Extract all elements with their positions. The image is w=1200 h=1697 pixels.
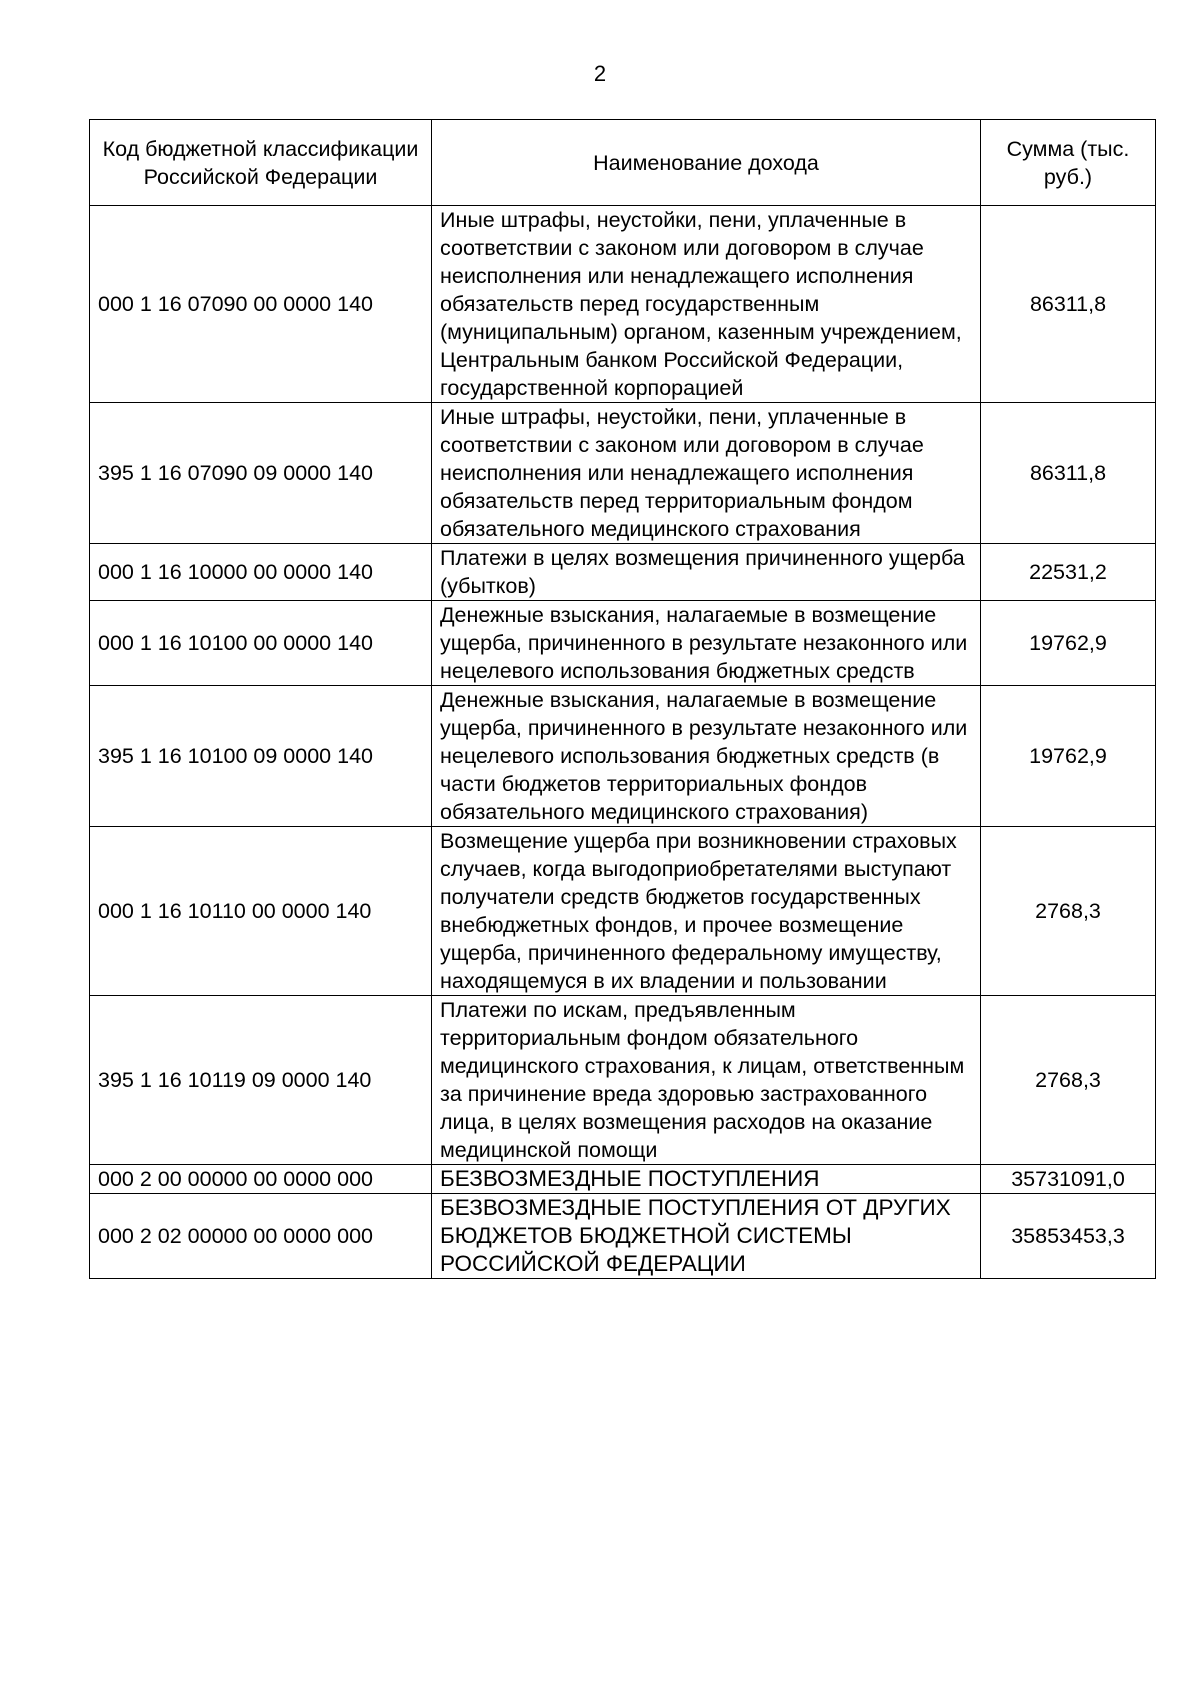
cell-name: Иные штрафы, неустойки, пени, уплаченные в соответствии с законом или договором в случае неисполнения или ненадлежащего исполнения обязательств перед территориальным фондом обязательного медицинского страхования [432,403,981,544]
table-header-row [90,120,1156,206]
cell-code: 395 1 16 07090 09 0000 140 [90,403,432,544]
cell-code: 000 1 16 10110 00 0000 140 [90,827,432,996]
table-row [90,601,1156,686]
table-row [90,827,1156,996]
cell-name: Иные штрафы, неустойки, пени, уплаченные в соответствии с законом или договором в случае неисполнения или ненадлежащего исполнения обязательств перед государственным (муниципальным) органом, казенным учреждением, Центральным банком Российской Федерации, государственной корпорацией [432,206,981,403]
cell-sum: 86311,8 [981,206,1156,403]
column-header-code: Код бюджетной классификации Российской Федерации [90,120,432,206]
cell-sum: 2768,3 [981,996,1156,1165]
table-row [90,1165,1156,1194]
column-header-sum: Сумма (тыс. руб.) [981,120,1156,206]
cell-code: 000 2 00 00000 00 0000 000 [90,1165,432,1194]
cell-name: Денежные взыскания, налагаемые в возмещение ущерба, причиненного в результате незаконного или нецелевого использования бюджетных средств [432,601,981,686]
cell-code: 000 1 16 10000 00 0000 140 [90,544,432,601]
cell-name: Платежи в целях возмещения причиненного ущерба (убытков) [432,544,981,601]
table-row [90,206,1156,403]
column-header-name: Наименование дохода [432,120,981,206]
page-number: 2 [593,61,607,86]
table-row [90,1194,1156,1279]
table-row [90,996,1156,1165]
table-row [90,686,1156,827]
cell-name: БЕЗВОЗМЕЗДНЫЕ ПОСТУПЛЕНИЯ ОТ ДРУГИХ БЮДЖЕТОВ БЮДЖЕТНОЙ СИСТЕМЫ РОССИЙСКОЙ ФЕДЕРАЦИИ [432,1194,981,1279]
cell-sum: 86311,8 [981,403,1156,544]
cell-code: 395 1 16 10119 09 0000 140 [90,996,432,1165]
cell-name: Возмещение ущерба при возникновении страховых случаев, когда выгодоприобретателями выступают получатели средств бюджетов государственных внебюджетных фондов, и прочее возмещение ущерба, причиненного федеральному имуществу, находящемуся в их владении и пользовании [432,827,981,996]
table-row [90,403,1156,544]
cell-sum: 19762,9 [981,601,1156,686]
cell-name: Денежные взыскания, налагаемые в возмещение ущерба, причиненного в результате незаконного или нецелевого использования бюджетных средств (в части бюджетов территориальных фондов обязательного медицинского страхования) [432,686,981,827]
cell-code: 000 2 02 00000 00 0000 000 [90,1194,432,1279]
cell-sum: 2768,3 [981,827,1156,996]
cell-sum: 35853453,3 [981,1194,1156,1279]
cell-sum: 35731091,0 [981,1165,1156,1194]
cell-sum: 19762,9 [981,686,1156,827]
cell-code: 000 1 16 07090 00 0000 140 [90,206,432,403]
cell-name: Платежи по искам, предъявленным территориальным фондом обязательного медицинского страхования, к лицам, ответственным за причинение вреда здоровью застрахованного лица, в целях возмещения расходов на оказание медицинской помощи [432,996,981,1165]
revenue-table [89,119,1156,1279]
table-row [90,544,1156,601]
cell-code: 395 1 16 10100 09 0000 140 [90,686,432,827]
cell-name: БЕЗВОЗМЕЗДНЫЕ ПОСТУПЛЕНИЯ [432,1165,981,1194]
cell-sum: 22531,2 [981,544,1156,601]
cell-code: 000 1 16 10100 00 0000 140 [90,601,432,686]
